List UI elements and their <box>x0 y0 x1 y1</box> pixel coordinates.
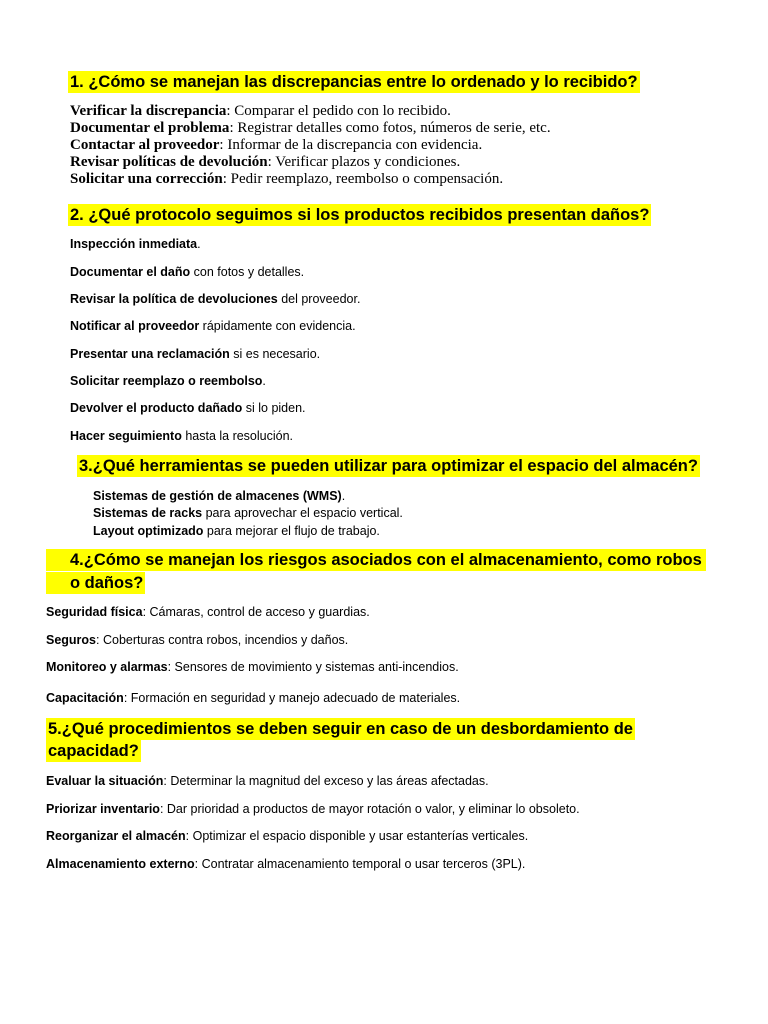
q5-item: Priorizar inventario: Dar prioridad a productos de mayor rotación o valor, y eliminar lo obsoleto. <box>46 802 580 816</box>
q4-item: Seguros: Coberturas contra robos, incendios y daños. <box>46 633 349 647</box>
q2-item: Presentar una reclamación si es necesario. <box>70 347 321 361</box>
q2-item: Inspección inmediata. <box>70 237 201 251</box>
q2-item: Solicitar reemplazo o reembolso. <box>70 374 266 388</box>
q1-item: Contactar al proveedor: Informar de la discrepancia con evidencia. <box>70 137 483 153</box>
q4-item: Seguridad física: Cámaras, control de acceso y guardias. <box>46 605 370 619</box>
q2-item: Revisar la política de devoluciones del proveedor. <box>70 292 361 306</box>
q3-item: Layout optimizado para mejorar el flujo de trabajo. <box>93 524 380 538</box>
q4-item: Capacitación: Formación en seguridad y manejo adecuado de materiales. <box>46 691 461 705</box>
q1-item: Revisar políticas de devolución: Verificar plazos y condiciones. <box>70 154 461 170</box>
q2-item: Documentar el daño con fotos y detalles. <box>70 265 305 279</box>
q3-item: Sistemas de gestión de almacenes (WMS). <box>93 489 346 503</box>
q5-item: Evaluar la situación: Determinar la magnitud del exceso y las áreas afectadas. <box>46 774 489 788</box>
q5-item: Almacenamiento externo: Contratar almacenamiento temporal o usar terceros (3PL). <box>46 857 526 871</box>
q2-item: Devolver el producto dañado si lo piden. <box>70 401 306 415</box>
question-5-heading-line-1: 5.¿Qué procedimientos se deben seguir en caso de un desbordamiento de <box>48 720 633 738</box>
question-3-heading: 3.¿Qué herramientas se pueden utilizar para optimizar el espacio del almacén? <box>79 457 698 475</box>
q1-item: Documentar el problema: Registrar detalles como fotos, números de serie, etc. <box>70 120 551 136</box>
question-2-heading: 2. ¿Qué protocolo seguimos si los productos recibidos presentan daños? <box>70 206 650 224</box>
q2-item: Notificar al proveedor rápidamente con evidencia. <box>70 319 356 333</box>
q4-item: Monitoreo y alarmas: Sensores de movimiento y sistemas anti-incendios. <box>46 660 459 674</box>
q5-item: Reorganizar el almacén: Optimizar el espacio disponible y usar estanterías verticales. <box>46 829 529 843</box>
question-5-heading-line-2: capacidad? <box>48 742 139 760</box>
q3-item: Sistemas de racks para aprovechar el espacio vertical. <box>93 506 403 520</box>
question-1-heading: 1. ¿Cómo se manejan las discrepancias entre lo ordenado y lo recibido? <box>70 73 638 91</box>
question-4-heading-line-1: 4.¿Cómo se manejan los riesgos asociados con el almacenamiento, como robos <box>46 549 706 571</box>
q1-item: Solicitar una corrección: Pedir reemplazo, reembolso o compensación. <box>70 171 504 187</box>
q2-item: Hacer seguimiento hasta la resolución. <box>70 429 294 443</box>
question-4-heading-line-2: o daños? <box>46 572 145 594</box>
q1-item: Verificar la discrepancia: Comparar el pedido con lo recibido. <box>70 103 451 119</box>
